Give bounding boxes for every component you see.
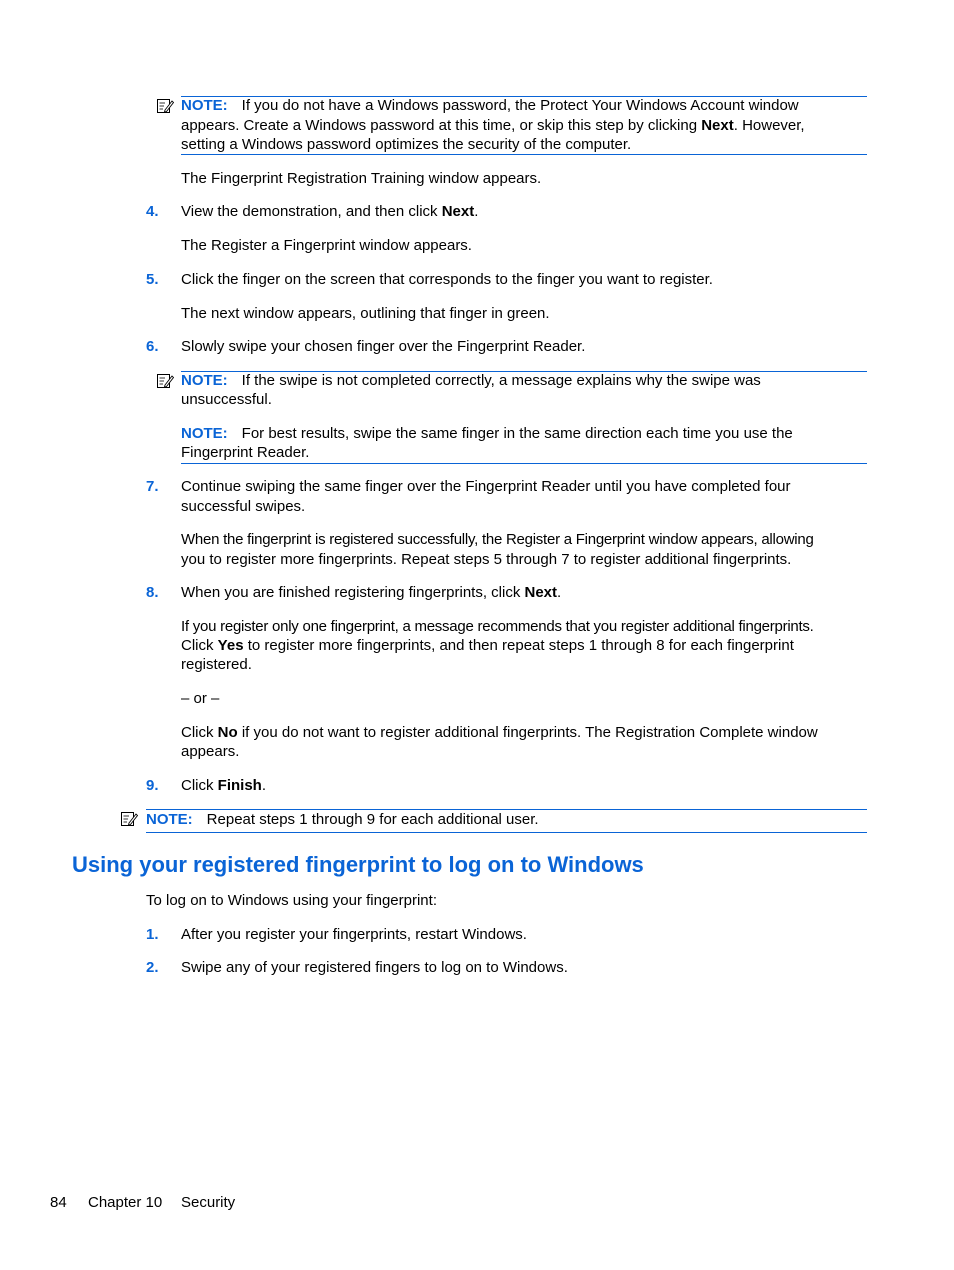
note-label: NOTE: xyxy=(181,425,228,442)
step-number: 8. xyxy=(146,584,159,601)
footer-section: Security xyxy=(181,1194,236,1211)
step-7-line-1: Continue swiping the same finger over the Fingerprint Reader until you have completed four xyxy=(181,478,791,495)
step-number: 1. xyxy=(146,926,159,943)
paragraph-only-one-line-2: Click Yes to register more fingerprints, and then repeat steps 1 through 8 for each fingerprint xyxy=(181,637,794,654)
logon-step-1-text: After you register your fingerprints, restart Windows. xyxy=(181,926,527,943)
note-pencil-icon xyxy=(156,372,174,390)
step-number: 4. xyxy=(146,203,159,220)
step-number: 2. xyxy=(146,959,159,976)
step-6-text: Slowly swipe your chosen finger over the Fingerprint Reader. xyxy=(181,338,586,355)
note-1-line-3: setting a Windows password optimizes the security of the computer. xyxy=(181,136,632,153)
paragraph-or: – or – xyxy=(181,690,220,707)
paragraph-success-line-1: When the fingerprint is registered successfully, the Register a Fingerprint window appears, allowing xyxy=(181,531,814,548)
step-number: 5. xyxy=(146,271,159,288)
note-1-line-2: appears. Create a Windows password at this time, or skip this step by clicking Next. However, xyxy=(181,117,805,134)
step-4-text: View the demonstration, and then click Next. xyxy=(181,203,479,220)
note-3-line-1: NOTE: For best results, swipe the same finger in the same direction each time you use the xyxy=(181,425,793,442)
note-bottom-rule xyxy=(181,463,867,464)
paragraph-next-window: The next window appears, outlining that finger in green. xyxy=(181,305,550,322)
note-2-line-1: NOTE: If the swipe is not completed correctly, a message explains why the swipe was xyxy=(181,372,761,389)
paragraph-click-no-line-2: appears. xyxy=(181,743,240,760)
section-heading: Using your registered fingerprint to log on to Windows xyxy=(72,852,644,877)
note-pencil-icon xyxy=(120,810,138,828)
step-number: 9. xyxy=(146,777,159,794)
footer-page-number: 84 xyxy=(50,1194,67,1211)
note-label: NOTE: xyxy=(181,372,228,389)
paragraph-only-one-line-1: If you register only one fingerprint, a message recommends that you register additional fingerprints. xyxy=(181,618,814,635)
note-2-line-2: unsuccessful. xyxy=(181,391,272,408)
step-9-text: Click Finish. xyxy=(181,777,267,794)
note-3-line-2: Fingerprint Reader. xyxy=(181,444,310,461)
paragraph-register-window: The Register a Fingerprint window appears. xyxy=(181,237,472,254)
note-label: NOTE: xyxy=(181,97,228,114)
note-label: NOTE: xyxy=(146,811,193,828)
footer-chapter: Chapter 10 xyxy=(88,1194,163,1211)
step-number: 7. xyxy=(146,478,159,495)
logon-step-2-text: Swipe any of your registered fingers to log on to Windows. xyxy=(181,959,568,976)
paragraph-click-no-line-1: Click No if you do not want to register additional fingerprints. The Registration Complete window xyxy=(181,724,818,741)
step-number: 6. xyxy=(146,338,159,355)
note-pencil-icon xyxy=(156,97,174,115)
note-4-text: NOTE: Repeat steps 1 through 9 for each additional user. xyxy=(146,811,539,828)
step-7-line-2: successful swipes. xyxy=(181,498,306,515)
note-1-line-1: NOTE: If you do not have a Windows password, the Protect Your Windows Account window xyxy=(181,97,799,114)
paragraph-success-line-2: you to register more fingerprints. Repeat steps 5 through 7 to register additional fingerprints. xyxy=(181,551,792,568)
step-8-text: When you are finished registering fingerprints, click Next. xyxy=(181,584,562,601)
paragraph-only-one-line-3: registered. xyxy=(181,656,252,673)
note-bottom-rule xyxy=(181,154,867,155)
paragraph-to-log-on: To log on to Windows using your fingerprint: xyxy=(146,892,437,909)
step-5-text: Click the finger on the screen that corresponds to the finger you want to register. xyxy=(181,271,713,288)
paragraph-training-window: The Fingerprint Registration Training window appears. xyxy=(181,170,542,187)
note-bottom-rule xyxy=(146,832,867,833)
